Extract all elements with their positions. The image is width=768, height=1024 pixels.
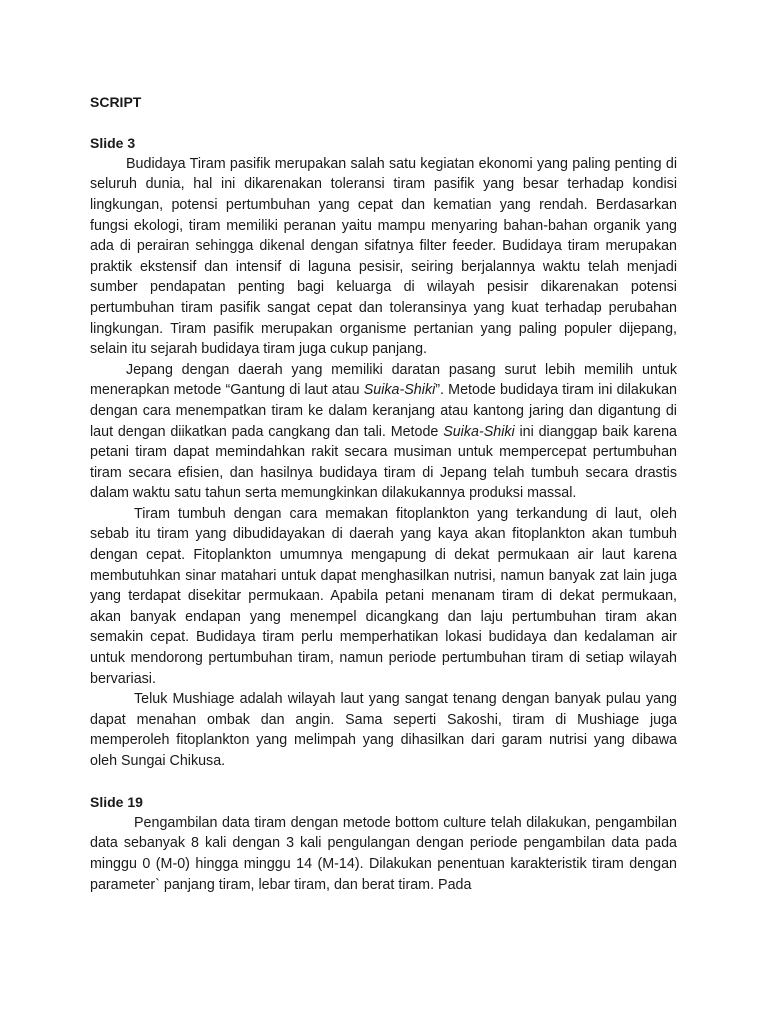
paragraph-text: ”. Metode budidaya tiram ini dilakukan dengan cara menempatkan tiram ke dalam keranjang atau kantong jaring dan digantung di laut dengan diikatkan pada cangkang dan tali. Metode xyxy=(90,382,677,440)
italic-term: Suika-Shiki xyxy=(363,382,436,399)
slides-container xyxy=(90,133,677,895)
slide-heading: Slide 19 xyxy=(90,794,143,811)
body-paragraph xyxy=(90,813,677,895)
slide-heading: Slide 3 xyxy=(90,135,136,152)
slide-section xyxy=(90,133,677,771)
paragraph-text: ini dianggap baik karena petani tiram dapat memindahkan rakit secara musiman untuk mempercepat pertumbuhan tiram secara efisien, dan hasilnya budidaya tiram di Jepang telah tumbuh secara drastis dalam waktu satu tahun serta memungkinkan dilakukannya produksi massal. xyxy=(90,423,677,502)
paragraph-text: Tiram tumbuh dengan cara memakan fitoplankton yang terkandung di laut, oleh sebab itu tiram yang dibudidayakan di daerah yang kaya akan fitoplankton akan tumbuh dengan cepat. Fitoplankton umumnya mengapung di dekat permukaan air laut karena membutuhkan sinar matahari untuk dapat menghasilkan nutrisi, namun banyak zat lain juga yang terdapat disekitar permukaan. Apabila petani menanam tiram di dekat permukaan, akan banyak endapan yang menempel dicangkang dan laju pertumbuhan tiram akan semakin cepat. Budidaya tiram perlu memperhatikan lokasi budidaya dan kedalaman air untuk mendorong pertumbuhan tiram, namun periode pertumbuhan tiram di setiap wilayah bervariasi. xyxy=(90,505,677,687)
paragraph-text: Pengambilan data tiram dengan metode bottom culture telah dilakukan, pengambilan data sebanyak 8 kali dengan 3 kali pengulangan dengan periode pengambilan data pada minggu 0 (M-0) hingga minggu 14 (M-14). Dilakukan penentuan karakteristik tiram dengan parameter` panjang tiram, lebar tiram, dan berat tiram. Pada xyxy=(90,814,677,893)
section-spacer xyxy=(90,772,677,793)
body-paragraph xyxy=(90,154,677,360)
body-paragraph xyxy=(90,360,677,504)
paragraph-text: Budidaya Tiram pasifik merupakan salah satu kegiatan ekonomi yang paling penting di seluruh dunia, hal ini dikarenakan toleransi tiram pasifik yang besar terhadap kondisi lingkungan, potensi pertumbuhan yang cepat dan kematian yang rendah. Berdasarkan fungsi ekologi, tiram memiliki peranan yaitu mampu menyaring bahan-bahan organik yang ada di perairan sehingga dikenal dengan sifatnya filter feeder. Budidaya tiram merupakan praktik ekstensif dan intensif di laguna pesisir, seiring berjalannya waktu telah menjadi sumber pendapatan penting bagi keluarga di wilayah pesisir dikarenakan potensi pertumbuhan tiram pasifik sangat cepat dan toleransinya yang kuat terhadap perubahan lingkungan. Tiram pasifik merupakan organisme pertanian yang paling populer dijepang, selain itu sejarah budidaya tiram juga cukup panjang. xyxy=(90,155,677,358)
paragraph-text: Teluk Mushiage adalah wilayah laut yang sangat tenang dengan banyak pulau yang dapat menahan ombak dan angin. Sama seperti Sakoshi, tiram di Mushiage juga memperoleh fitoplankton yang melimpah yang dihasilkan dari garam nutrisi yang dibawa oleh Sungai Chikusa. xyxy=(90,691,677,769)
paragraph-text: Jepang dengan daerah yang memiliki daratan pasang surut lebih memilih untuk menerapkan metode “Gantung di laut atau xyxy=(90,361,677,399)
document-title: SCRIPT xyxy=(90,94,142,110)
body-paragraph xyxy=(90,504,677,689)
body-paragraph xyxy=(90,689,677,771)
slide-section xyxy=(90,792,677,895)
italic-term: Suika-Shiki xyxy=(443,423,515,440)
document-page xyxy=(90,92,677,895)
